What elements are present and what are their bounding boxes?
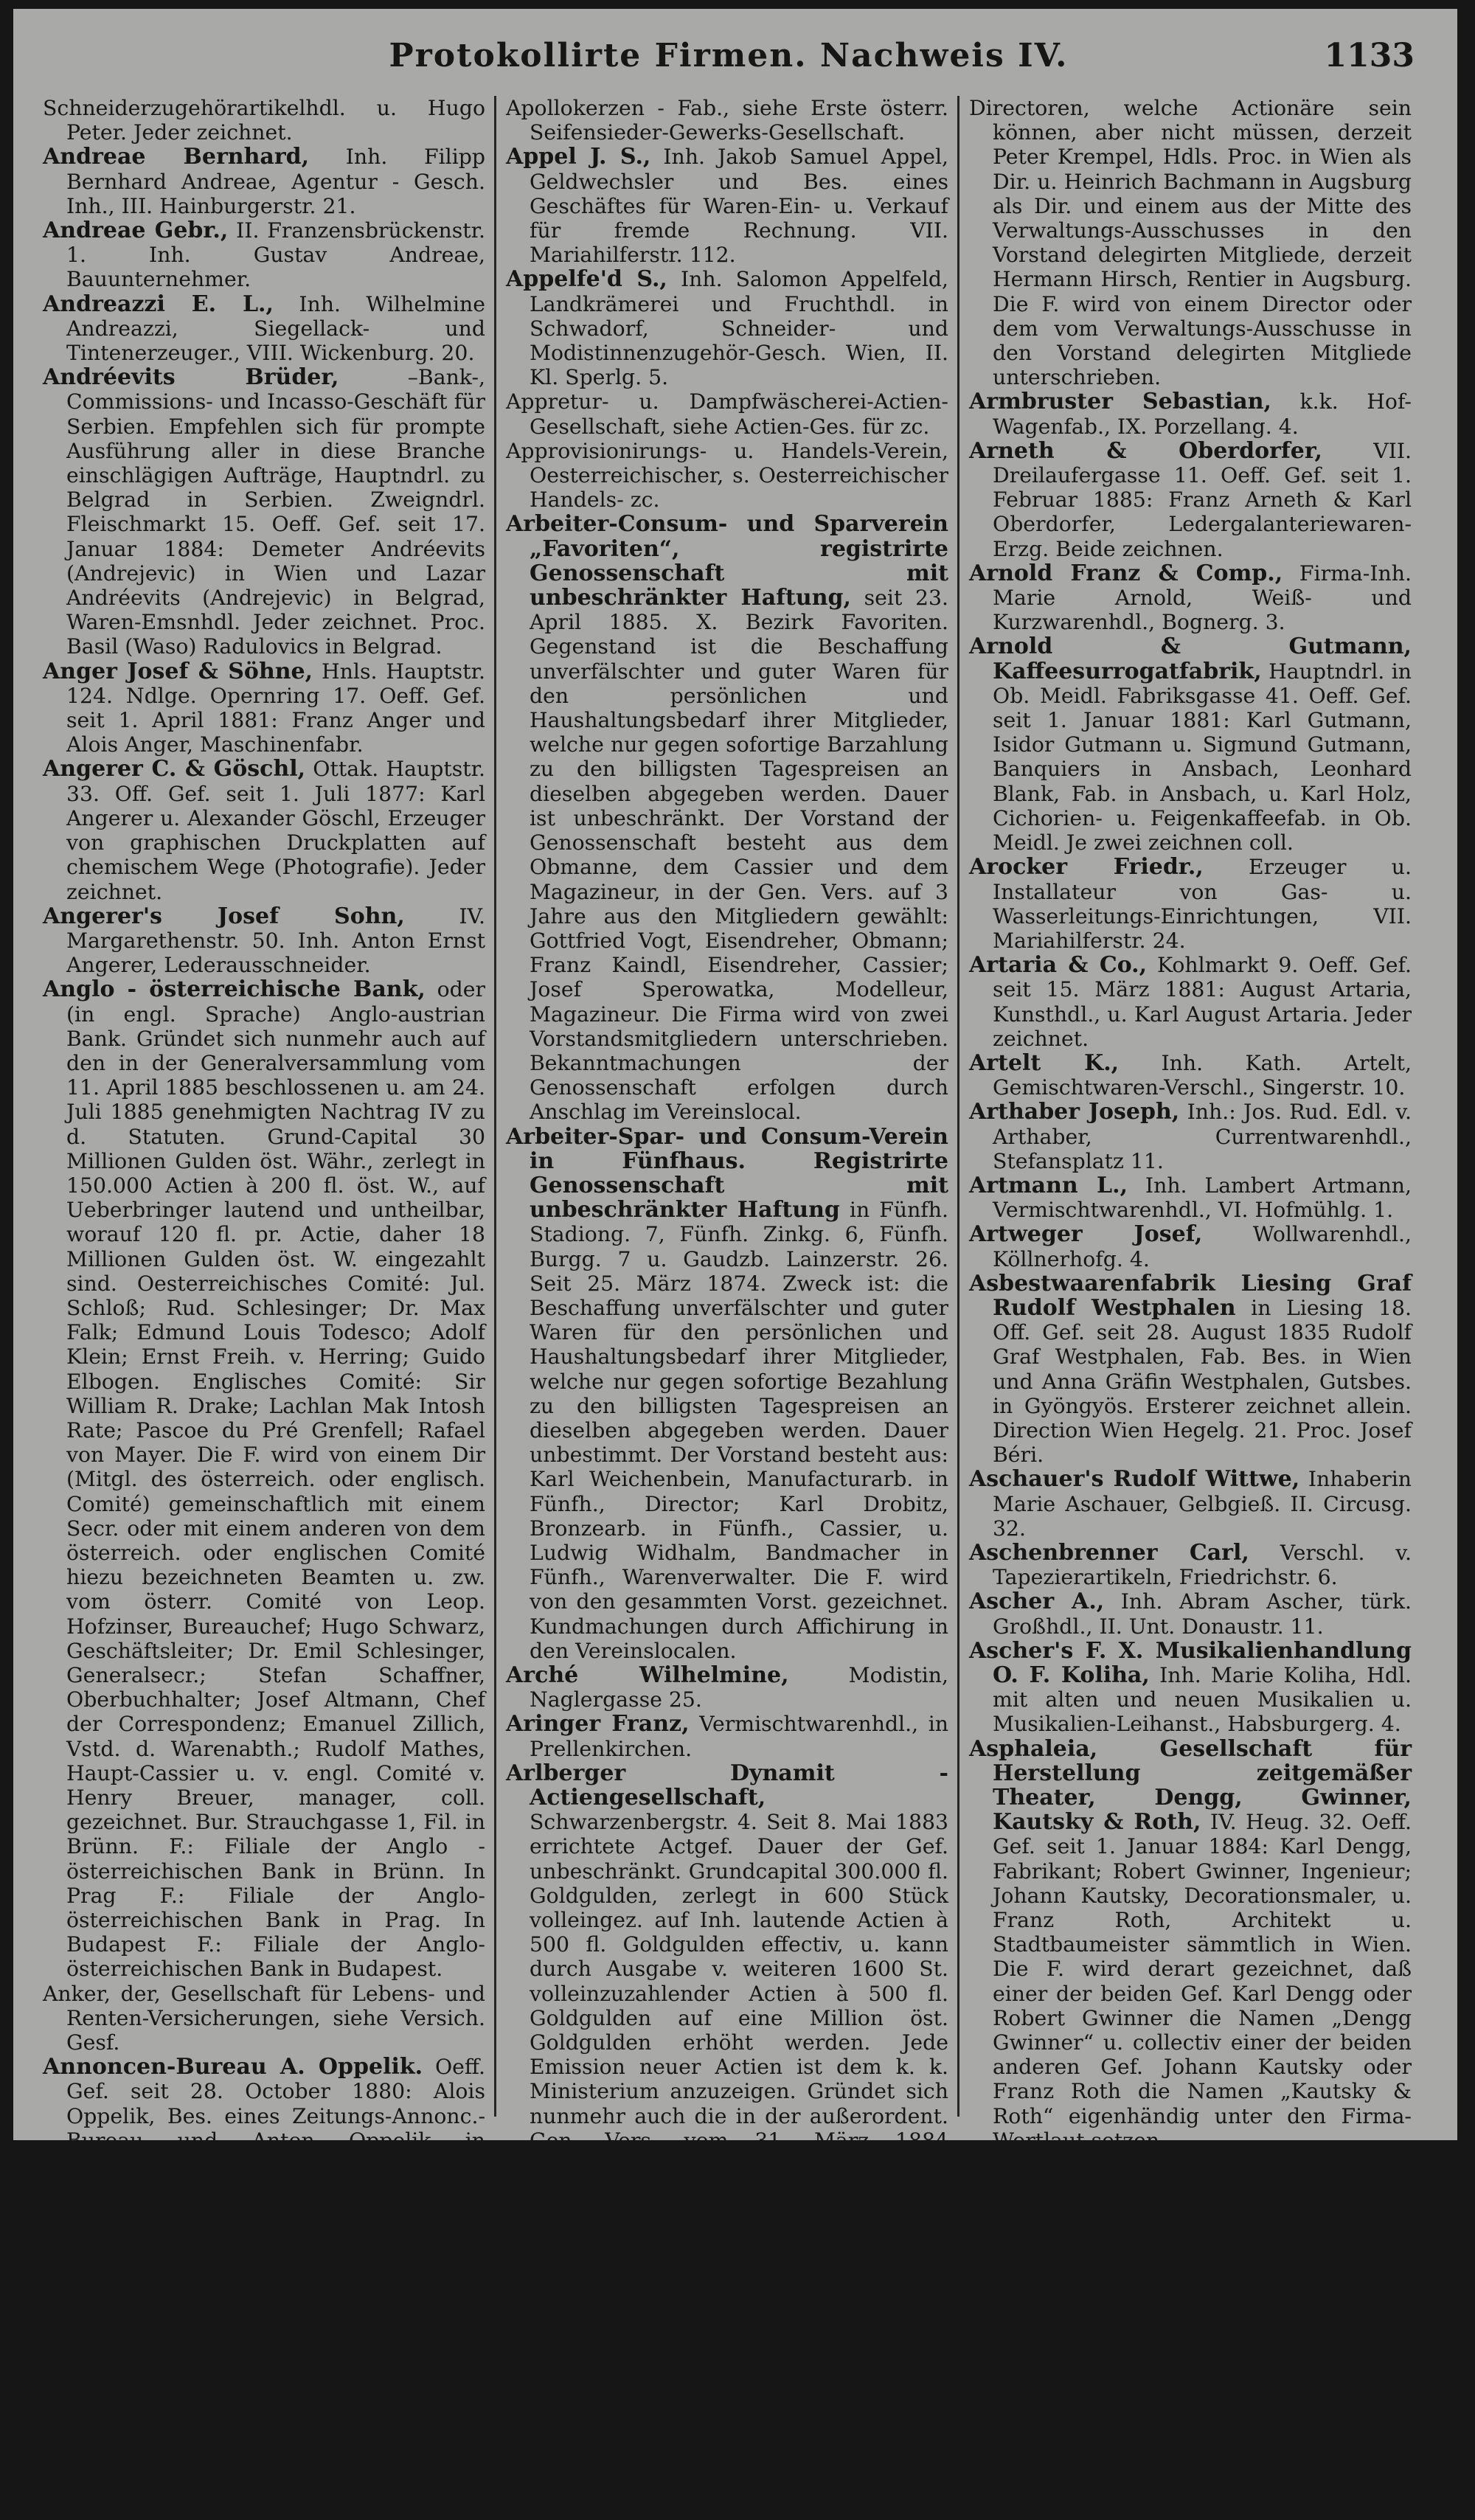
directory-entry [969,1051,1412,1100]
page-title: Protokollirte Firmen. Nachweis IV. [389,37,1069,74]
directory-entry [969,561,1412,635]
entry-text: k.k. Hof-Wagenfab., IX. Porzellang. 4. [993,389,1412,439]
entry-firm-name: Angerer C. & Göschl, [43,756,306,782]
directory-entry [969,1737,1412,2153]
entry-text: in Fünfh. Stadiong. 7, Fünfh. Zinkg. 6, Fünfh. Burgg. 7 u. Gaudzb. Lainzerstr. 26. Seit 25. März 1874. Zweck ist: die Beschaffung unverfälschter und guter Waren für den persönlichen und Haushaltungsbedarf ihrer Mitglieder, welche nur gegen sofortige Bezahlung zu den billigsten Tagespreisen an dieselben abgegeben werden. Dauer unbestimmt. Der Vorstand besteht aus: Karl Weichenbein, Manufacturarb. in Fünfh., Director; Karl Drobitz, Bronzearb. in Fünfh., Cassier, u. Ludwig Widhalm, Bandmacher in Fünfh., Warenverwalter. Die F. wird von den gesammten Vorst. gezeichnet. Kundmachungen durch Affichirung in den Vereinslocalen. [530,1198,948,1663]
directory-entry [43,977,485,1981]
entry-text: Anker, der, Gesellschaft für Lebens- und Renten-Versicherungen, siehe Versich. Gesf. [43,1981,485,2055]
entry-text: Erzeuger u. Installateur von Gas- u. Wasserleitungs-Einrichtungen, VII. Mariahilferstr. 24. [993,855,1412,953]
entry-firm-name: Aschauer's Rudolf Wittwe, [969,1466,1300,1493]
directory-entry [969,1467,1412,1541]
entry-firm-name: Ascher's F. X. Musikalienhandlung O. F. Koliha, [969,1637,1412,1688]
directory-entry [506,389,948,438]
directory-entry [43,218,485,292]
entry-firm-name: Artweger Josef, [969,1221,1203,1248]
entry-text: Inhaberin Marie Aschauer, Gelbgieß. II. Circusg. 32. [993,1467,1412,1541]
entry-firm-name: Aringer Franz, [506,1711,690,1738]
directory-entry [506,96,948,145]
entry-firm-name: Andreae Bernhard, [43,144,310,170]
entry-text: Hauptndrl. in Ob. Meidl. Fabriksgasse 41. Oeff. Gef. seit 1. Januar 1881: Karl Gutmann, Isidor Gutmann u. Sigmund Gutmann, Banquiers in Ansbach, Leonhard Blank, Fab. in Ansbach, u. Karl Holz, Cichorien- u. Feigenkaffeefab. in Ob. Meidl. Je zwei zeichnen coll. [993,659,1412,855]
directory-entry [506,439,948,513]
directory-entry [969,1541,1412,1589]
directory-entry [506,1125,948,1663]
entry-firm-name: Anger Josef & Söhne, [43,658,313,684]
entry-firm-name: Anton Ladislaus v., [43,2274,282,2301]
entry-text: II. Franzensbrückenstr. 1. Inh. Gustav Andreae, Bauunternehmer. [66,218,485,292]
entry-text: Exporthdl., IX. Liechtensteinstr. 63. [66,2324,486,2373]
entry-text: Assanirungsgesellschaft, Erste österr. ung., siehe Erste österr. ung. zc. [969,2373,1412,2423]
entry-text: seit 23. April 1885. X. Bezirk Favoriten. Gegenstand ist die Beschaffung unverfälschter und guter Waren für den persönlichen und Haushaltungsbedarf ihrer Mitglieder, welche nur gegen sofortige Barzahlung zu den billigsten Tagespreisen an dieselben abgegeben werden. Dauer ist unbeschränkt. Der Vorstand der Genossenschaft besteht aus dem Obmanne, dem Cassier und dem Magazineur, in der Gen. Vers. auf 3 Jahre aus den Mitgliedern gewählt: Gottfried Vogt, Eisendreher, Obmann; Franz Kaindl, Eisendreher, Cassier; Josef Sperowatka, Modelleur, Magazineur. Die Firma wird von zwei Vorstandsmitgliedern unterschrieben. Bekanntmachungen der Genossenschaft erfolgen durch Anschlag im Vereinslocal. [530,586,949,1125]
entry-text: VII. Dreilaufergasse 11. Oeff. Gef. seit 1. Februar 1885: Franz Arneth & Karl Oberdorfer, Ledergalanteriewaren-Erzg. Beide zeichnen. [993,438,1412,561]
directory-entry [969,1100,1412,1173]
entry-text: Fleischmarkt 20. Seit 1. October 1873. Gef.: Moreno D. Asriel in Belgrad, Salomon D. Asriel und Salomon R. Farchy, türk. Großhdl. Nur Salomon D. Asriel u. Salomon R. Farchy, u. zwar jeder derselben selbstständig. [993,2201,1412,2373]
entry-firm-name: Andreazzi E. L., [43,291,274,317]
directory-entry [43,659,485,757]
entry-text: Asphalte The Neuchatel Company, s. The Neuchatel. [969,2153,1412,2202]
entry-text: Wollzeile 14, vom 12. Mai 1886 an Wollzeile 11. [66,2226,485,2275]
directory-entry [969,439,1412,561]
entry-firm-name: Artelt K., [969,1049,1120,1076]
entry-text: in Liesing 18. Off. Gef. seit 28. August 1835 Rudolf Graf Westphalen, Fab. Bes. in Wien und Anna Gräfin Westphalen, Gutsbes. in Gyöngyös. Ersterer zeichnet allein. Direction Wien Hegelg. 21. Proc. Josef Béri. [993,1295,1412,1468]
directory-entry [43,2324,485,2373]
column-1 [43,96,486,2373]
entry-text: Oeff. Gef. seit 28. October 1880: Alois Oppelik, Bes. eines Zeitungs-Annonc.-Bureau und Anton Oppelik in Rudolfsheim. Ersterer zeichnet allein, Stubenbastei 2. [66,2055,485,2202]
entry-text: Firma-Inh. Marie Arnold, Weiß- und Kurzwarenhdl., Bognerg. 3. [993,560,1412,635]
entry-text: Wollwarenhdl., Köllnerhofg. 4. [993,1222,1412,1271]
directory-entry [969,953,1412,1051]
entry-text: Apollokerzen - Fab., siehe Erste österr. Seifensieder-Gewerks-Gesellschaft. [506,96,948,145]
entry-text: Inh. Wilhelmine Andreazzi, Siegellack- und Tintenerzeuger., VIII. Wickenburg. 20. [66,291,485,366]
entry-firm-name: Andreae Gebr., [43,218,229,244]
entry-firm-name: Arthaber Joseph, [969,1099,1180,1125]
entry-firm-name: Artmann L., [969,1172,1128,1198]
directory-entry [969,1589,1412,1638]
entry-firm-name: Ascher A., [969,1589,1105,1615]
entry-firm-name: Arbeiter-Spar- und Consum-Verein in Fünfhaus. Registrirte Genossenschaft mit unbeschränkter Haftung [506,1123,948,1223]
entry-firm-name: Appel J. S., [506,144,651,170]
entry-firm-name: Arocker Friedr., [969,854,1204,881]
entry-text: Kohlmarkt 9. Oeff. Gef. seit 15. März 1881: August Artaria, Kunsthdl., u. Karl August Artaria. Jeder zeichnet. [993,953,1412,1051]
entry-text: Schwarzenbergstr. 4. Seit 8. Mai 1883 errichtete Actgef. Dauer der Gef. unbeschränkt. Grundcapital 300.000 fl. Goldgulden, zerlegt in 600 Stück volleingez. auf Inh. lautende Actien à 500 fl. Goldgulden effectiv, u. kann durch Ausgabe v. weiteren 1600 St. volleinzuzahlender Actien à 500 fl. Goldgulden auf eine Million öst. Goldgulden erhöht werden. Jede Emission neuer Actien ist dem k. k. Ministerium anzuzeigen. Gründet sich nunmehr auch die in der außerordent. Gen. Vers. vom 31. März 1884 beschlossenen, theilweise geänderten Statuten. Denselben zufolge ist der Gegenstand des Unternehmens der Erwerb und Betrieb der Dynamit-Fabrik in St. Christoph am Arlberg und die Erzeugung und der Vertrieb von Sprengmitteln und sprengtechnischen Artikeln, sowie die Fabrication der hiezu erforderlichen Hilfsmaterialien und die Verarbeitung der Abfallproducte nach Maßgabe und gegen die bestehenden gesetzlichen Gesetze und Verordnungen. Vorstand der Gef. besteht aus einem, eventuell zwei [530,1810,948,2520]
entry-text: Modistin, Naglergasse 25. [530,1663,948,1712]
entry-firm-name: Asbestwaarenfabrik Liesing Graf Rudolf Westphalen [969,1270,1412,1321]
entry-text: Inh. Jakob Samuel Appel, Geldwechsler und Bes. eines Geschäftes für Waren-Ein- u. Verkauf für fremde Rechnung. VII. Mariahilferstr. 112. [530,145,948,268]
entry-firm-name: Arneth & Oberdorfer, [969,437,1322,464]
entry-firm-name: Artaria & Co., [969,952,1148,979]
directory-entry [969,2153,1412,2201]
entry-text: Inh. Abram Ascher, türk. Großhdl., II. Unt. Donaustr. 11. [993,1589,1412,1639]
entry-text: Inh. Salomon Appelfeld, Landkrämerei und Fruchthdl. in Schwadorf, Schneider- und Modistinnenzugehör-Gesch. Wien, II. Kl. Sperlg. 5. [530,267,948,390]
entry-firm-name: Arnold & Gutmann, Kaffeesurrogatfabrik, [969,634,1412,684]
directory-entry [43,757,485,903]
entry-text: Vermischtwarenhdl., in Prellenkirchen. [530,1712,948,1761]
entry-firm-name: Arché Wilhelmine, [506,1662,789,1688]
entry-firm-name: Andréevits Brüder, [43,364,339,391]
entry-firm-name: Anglo - österreichische Bank, [43,976,426,1003]
directory-entry [969,855,1412,953]
entry-text: Kurzwarenhandel, Hafnersteig 5. [66,2275,485,2325]
entry-text: Inh. Lambert Artmann, Vermischtwarenhdl., VI. Hofmühlg. 1. [993,1173,1412,1223]
directory-entry [506,267,948,389]
directory-page [13,9,1457,2520]
page-number: 1133 [1324,37,1415,74]
directory-entry [43,904,485,978]
entry-firm-name: Aschenbrenner Carl, [969,1539,1249,1566]
entry-text: Inh. Filipp Bernhard Andreae, Agentur - Gesch. Inh., III. Hainburgerstr. 21. [66,145,485,218]
directory-entry [506,1712,948,1760]
directory-entry [43,292,485,366]
directory-entry [43,2201,485,2275]
directory-entry [969,634,1412,855]
entry-text: –Bank-, Commissions- und Incasso-Geschäft für Serbien. Empfehlen sich für prompte Ausführung aller in diese Branche einschlägigen Aufträge, Hauptndrl. zu Belgrad in Serbien. Zweigndrl. Fleischmarkt 15. Oeff. Gef. seit 17. Januar 1884: Demeter Andréevits (Andrejevic) in Wien und Lazar Andréevits (Andrejevic) in Belgrad, Waren-Emsnhdl. Jeder zeichnet. Proc. Basil (Waso) Radulovics in Belgrad. [66,365,486,659]
entry-text: Verschl. v. Tapezierartikeln, Friedrichstr. 6. [993,1540,1412,1590]
directory-entry [969,1173,1412,1222]
entry-firm-name: Appelfe'd S., [506,266,667,293]
directory-entry [969,2373,1412,2422]
directory-entry [43,2275,485,2324]
directory-entry [43,145,485,218]
directory-entry [43,96,485,145]
directory-entry [43,1982,485,2055]
directory-entry [506,1761,948,2520]
entry-firm-name: Apel Carl Adalbert, [43,2323,302,2350]
directory-entry [969,1222,1412,1271]
entry-text: Hnls. Hauptstr. 124. Ndlge. Opernring 17. Oeff. Gef. seit 1. April 1881: Franz Anger und Alois Anger, Maschinenfabr. [66,659,485,757]
entry-firm-name: Annoncen-Bureau A. Oppelik. [43,2054,423,2080]
directory-entry [969,1271,1412,1468]
directory-entry [969,389,1412,438]
entry-firm-name: Asphaleia, Gesellschaft für Herstellung zeitgemäßer Theater, Dengg, Gwinner, Kautsky & Roth, [969,1735,1412,1836]
entry-text: Inh. Marie Koliha, Hdl. mit alten und neuen Musikalien u. Musikalien-Leihanst., Habsburgerg. 4. [993,1663,1412,1737]
directory-entry [43,365,485,659]
entry-firm-name: Arnold Franz & Comp., [969,560,1283,586]
entry-text: Appretur- u. Dampfwäscherei-Actien-Gesellschaft, siehe Actien-Ges. für zc. [506,389,948,439]
directory-entry [969,2201,1412,2373]
entry-text: Inh.: Jos. Rud. Edl. v. Arthaber, Currentwarenhdl., Stefansplatz 11. [993,1100,1412,1173]
column-3 [969,96,1412,2423]
entry-text: Inh. Kath. Artelt, Gemischtwaren-Verschl., Singerstr. 10. [993,1050,1412,1100]
page-header [43,37,1415,88]
directory-entry [969,96,1412,389]
entry-text: oder (in engl. Sprache) Anglo-austrian Bank. Gründet sich nunmehr auch auf den in der Generalversammlung vom 11. April 1885 beschlossenen u. am 24. Juli 1885 genehmigten Nachtrag IV zu d. Statuten. Grund-Capital 30 Millionen Gulden öst. Währ., zerlegt in 150.000 Actien à 200 fl. öst. W., auf Ueberbringer lautend und untheilbar, worauf 120 fl. pr. Actie, daher 18 Millionen Gulden öst. W. eingezahlt sind. Oesterreichisches Comité: Jul. Schloß; Rud. Schlesinger; Dr. Max Falk; Edmund Louis Todesco; Adolf Klein; Ernst Freih. v. Herring; Guido Elbogen. Englisches Comité: Sir William R. Drake; Lachlan Mak Intosh Rate; Pascoe du Pré Grenfell; Rafael von Mayer. Die F. wird von einem Dir (Mitgl. des österreich. oder englisch. Comité) gemeinschaftlich mit einem Secr. oder mit einem anderen von dem österreich. oder englischen Comité hiezu bezeichneten Beamten u. zw. vom österr. Comité von Leop. Hofzinser, Bureauchef; Hugo Schwarz, Geschäftsleiter; Dr. Emil Schlesinger, Generalsecr.; Stefan Schaffner, Oberbuchhalter; Josef Altmann, Chef der Correspondenz; Emanuel Zillich, Vstd. d. Warenabth.; Rudolf Mathes, Haupt-Cassier u. v. engl. Comité v. Henry Breuer, manager, coll. gezeichnet. Bur. Strauchgasse 1, Fil. in Brünn. F.: Filiale der Anglo - österreichischen Bank in Brünn. In Prag F.: Filiale der Anglo-österreichischen Bank in Prag. In Budapest F.: Filiale der Anglo-österreichischen Bank in Budapest. [66,977,485,1982]
directory-entry [969,1639,1412,1737]
directory-entry [506,145,948,267]
entry-text: IV. Margarethenstr. 50. Inh. Anton Ernst Angerer, Lederausschneider. [66,903,485,978]
entry-text: Schneiderzugehörartikelhdl. u. Hugo Peter. Jeder zeichnet. [43,96,485,145]
column-divider [494,96,496,2117]
directory-entry [506,1663,948,1712]
entry-firm-name: Arlberger Dynamit - Actiengesellschaft, [506,1760,948,1811]
entry-firm-name: Annoncen-Expedition von Heinrich Schalek, [43,2201,485,2252]
column-2 [506,96,949,2520]
directory-entry [43,2055,485,2201]
entry-text: Directoren, welche Actionäre sein können, aber nicht müssen, derzeit Peter Krempel, Hdls. Proc. in Wien als Dir. u. Heinrich Bachmann in Augsburg als Dir. und einem aus der Mitte des Verwaltungs-Ausschusses in den Vorstand delegirten Mitgliede, derzeit Hermann Hirsch, Rentier in Augsburg. Die F. wird von einem Director oder dem vom Verwaltungs-Ausschusse in den Vorstand delegirten Mitgliede unterschrieben. [969,96,1412,390]
entry-text: Approvisionirungs- u. Handels-Verein, Oesterreichischer, s. Oesterreichischer Handels- zc. [506,438,948,513]
entry-text: Ottak. Hauptstr. 33. Off. Gef. seit 1. Juli 1877: Karl Angerer u. Alexander Göschl, Erzeuger von graphischen Druckplatten auf chemischem Wege (Photografie). Jeder zeichnet. [66,757,486,904]
entry-firm-name: Angerer's Josef Sohn, [43,903,405,929]
entry-firm-name: Asriel Brüder & Farchy, [969,2201,1265,2227]
entry-text: IV. Heug. 32. Oeff. Gef. seit 1. Januar 1884: Karl Dengg, Fabrikant; Robert Gwinner, Ingenieur; Johann Kautsky, Decorationsmaler, u. Franz Roth, Architekt u. Stadtbaumeister sämmtlich in Wien. Die F. wird derart gezeichnet, daß einer der beiden Gef. Karl Dengg oder Robert Gwinner die Namen „Dengg Gwinner“ u. collectiv einer der beiden anderen Gef. Johann Kautsky oder Franz Roth die Namen „Kautsky & Roth“ eigenhändig unter den Firma-Wortlaut setzen. [993,1810,1412,2153]
entry-firm-name: Arbeiter-Consum- und Sparverein „Favoriten“, registrirte Genossenschaft mit unbeschränkter Haftung, [506,511,948,611]
entry-firm-name: Armbruster Sebastian, [969,389,1271,415]
column-divider [957,96,959,2117]
directory-entry [506,512,948,1124]
